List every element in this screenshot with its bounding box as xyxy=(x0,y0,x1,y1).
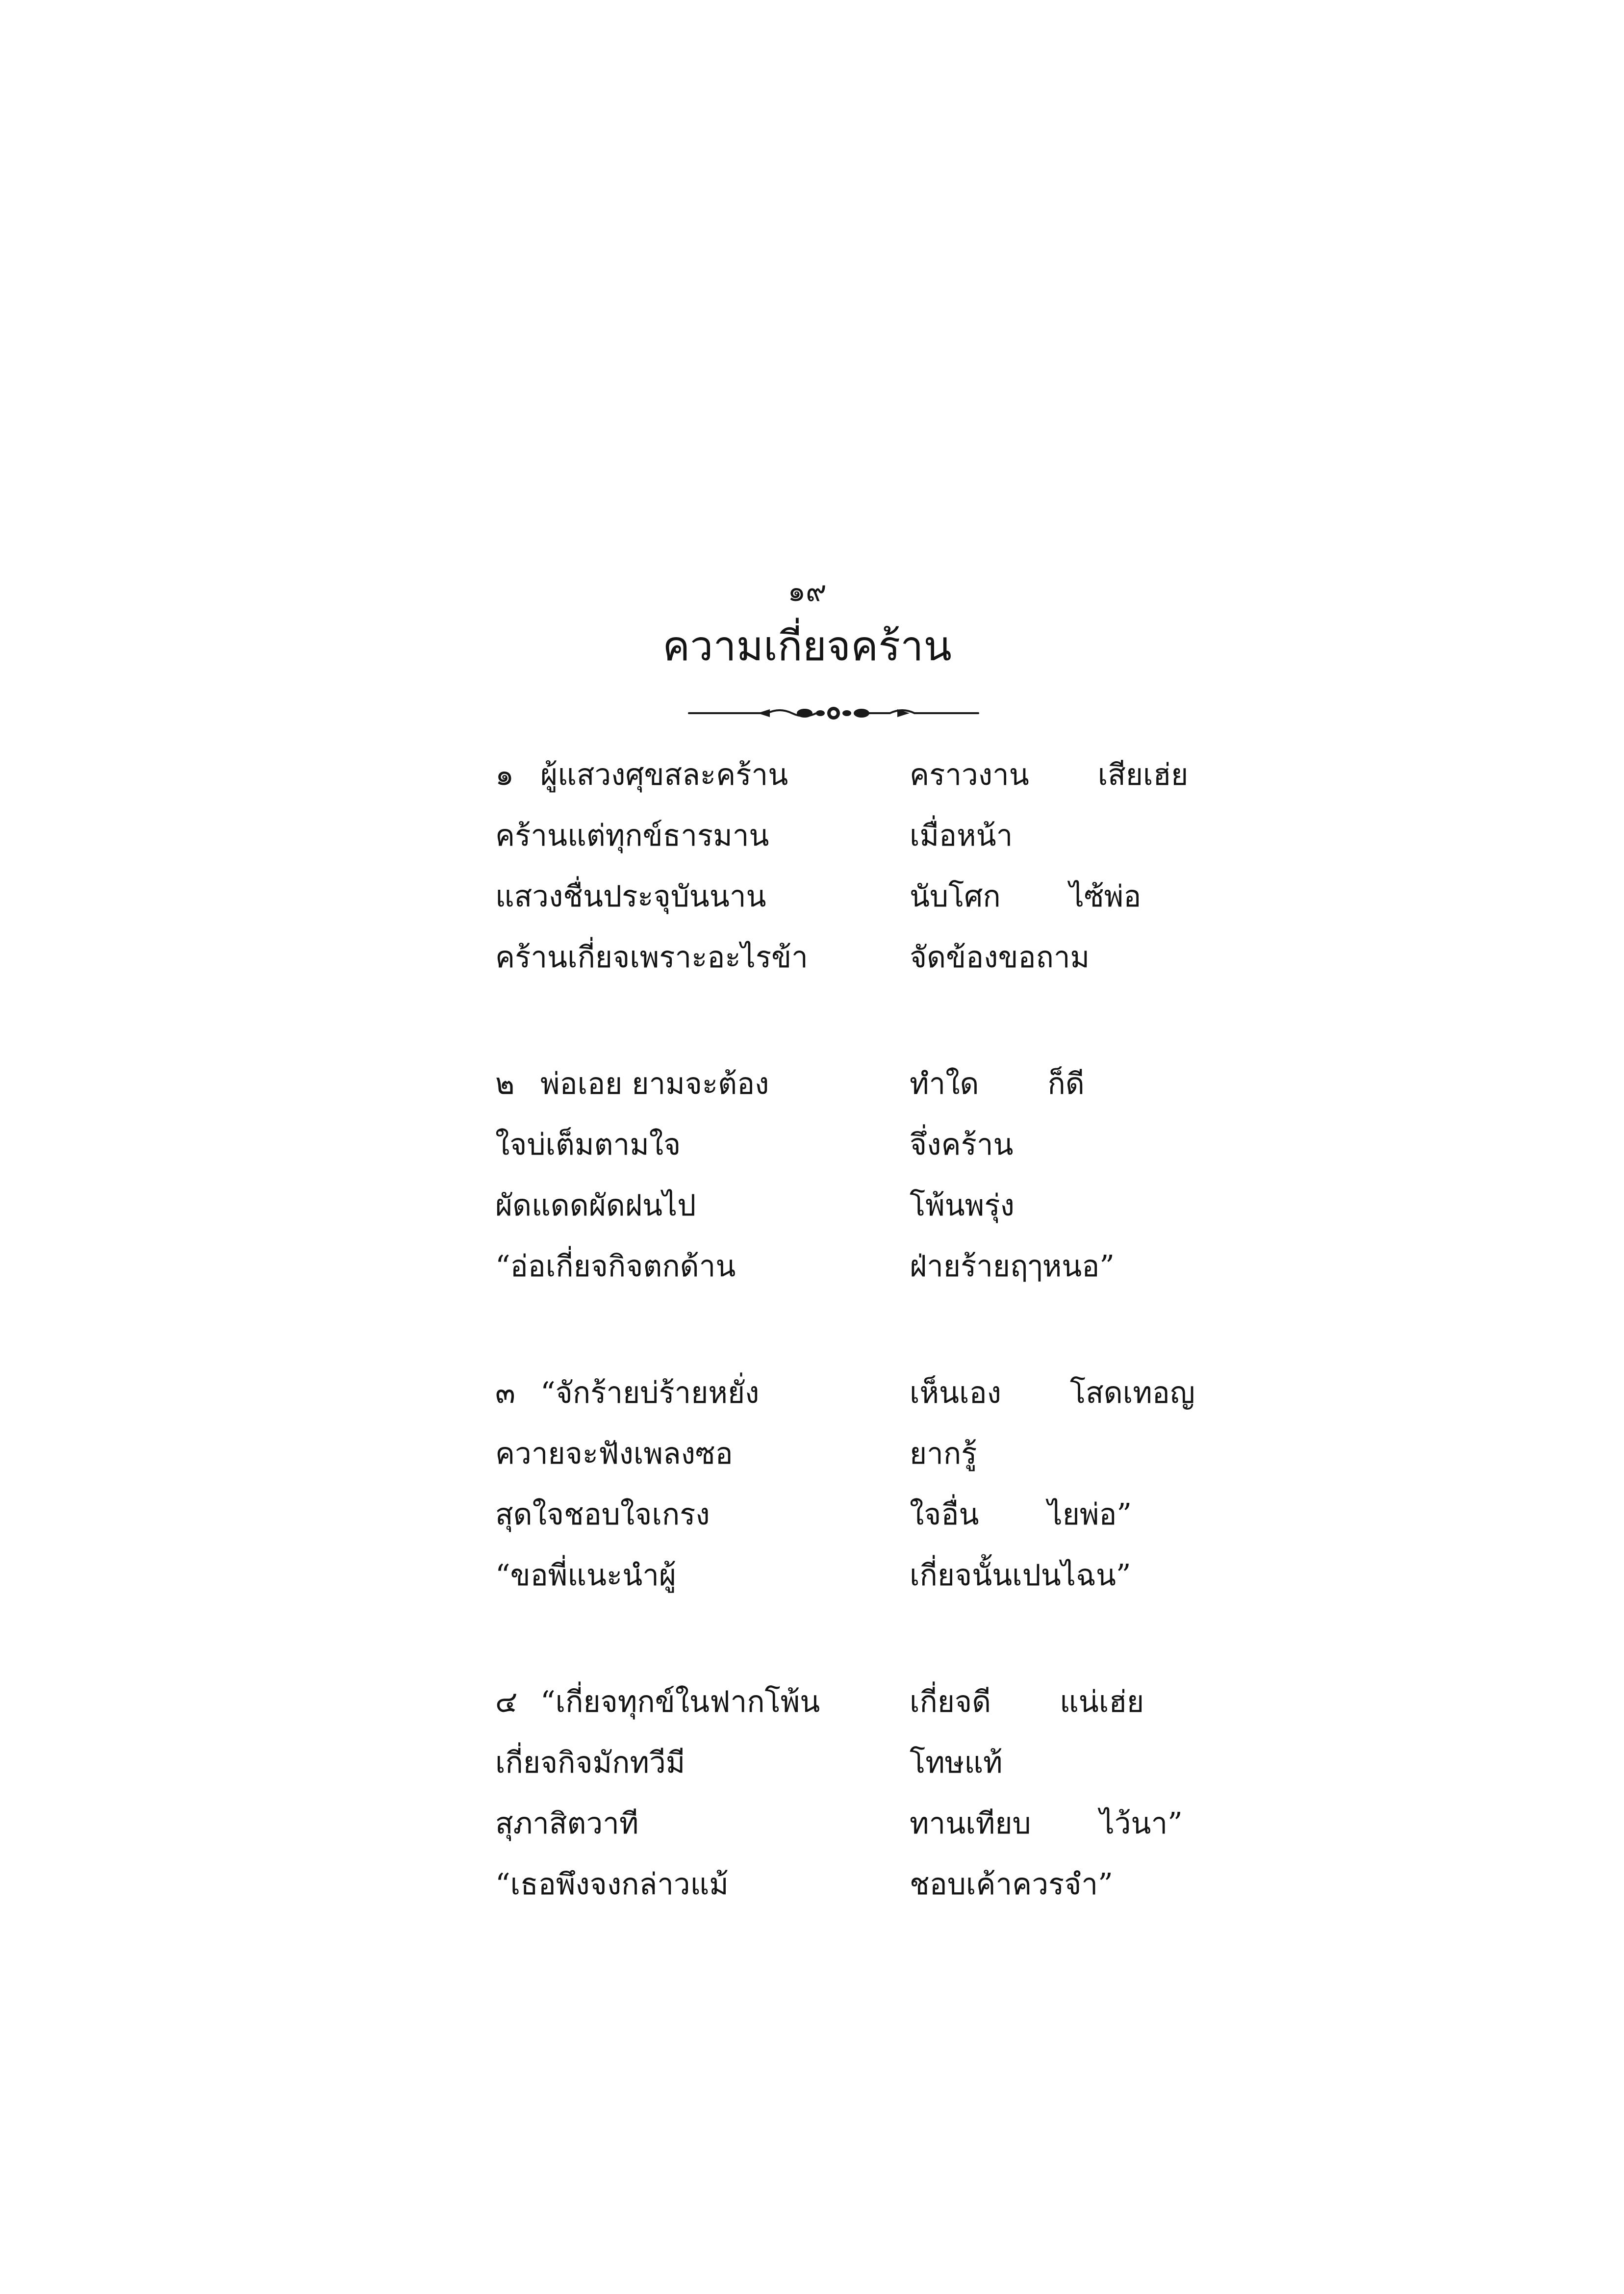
verse-right: ใจอื่น ไยพ่อ” xyxy=(910,1497,1132,1532)
verse-line xyxy=(0,1672,1624,1732)
verse-line xyxy=(0,1484,1624,1545)
verse-line xyxy=(0,866,1624,927)
verse-right: จัดข้องขอถาม xyxy=(910,940,1090,975)
verse-left: ๓ “จักร้ายบ่ร้ายหยั่ง xyxy=(495,1363,759,1423)
verse-right: เมื่อหน้า xyxy=(910,819,1013,853)
verse-line xyxy=(0,1054,1624,1114)
verse-left: คร้านแต่ทุกข์ธารมาน xyxy=(495,819,769,853)
verse-right: โพ้นพรุ่ง xyxy=(910,1188,1015,1223)
verse-right: ฝ่ายร้ายฤๅหนอ” xyxy=(910,1249,1115,1284)
verse-right: เกี่ยจนั้นเปนไฉน” xyxy=(910,1558,1131,1593)
verse-left: คร้านเกี่ยจเพราะอะไรข้า xyxy=(495,940,808,975)
verse-left: ควายจะฟังเพลงซอ xyxy=(495,1437,733,1471)
verse-left: ๒ พ่อเอย ยามจะต้อง xyxy=(495,1054,769,1114)
verse-right: คราวงาน เสียเฮ่ย xyxy=(910,758,1189,792)
verse-left: “เธอพึงจงกล่าวแม้ xyxy=(495,1867,729,1902)
verse-right: จึ่งคร้าน xyxy=(910,1128,1014,1162)
verse-left: แสวงชื่นประจุบันนาน xyxy=(495,879,766,914)
stanza xyxy=(0,1054,1624,1297)
verse-right: เกี่ยจดี แน่เฮ่ย xyxy=(910,1685,1144,1719)
verse-right: ยากรู้ xyxy=(910,1437,977,1471)
verse-left: ใจบ่เต็มตามใจ xyxy=(495,1128,681,1162)
verse-line xyxy=(0,1545,1624,1606)
verse-left: “อ่อเกี่ยจกิจตกด้าน xyxy=(495,1249,736,1284)
verse-left: สุภาสิตวาที xyxy=(495,1806,639,1841)
ornament-divider xyxy=(684,696,983,730)
stanza xyxy=(0,1363,1624,1606)
stanza xyxy=(0,745,1624,988)
verse-left: “ขอพี่แนะนำผู้ xyxy=(495,1558,677,1593)
verse-line xyxy=(0,1732,1624,1793)
verse-left: ผัดแดดผัดฝนไป xyxy=(495,1188,696,1223)
verse-line xyxy=(0,805,1624,866)
stanza-number: ๔ xyxy=(495,1685,518,1719)
verse-left: ๔ “เกี่ยจทุกข์ในฟากโพ้น xyxy=(495,1672,820,1732)
verse-right: โทษแท้ xyxy=(910,1746,1003,1780)
verse-right: ทำใด ก็ดี xyxy=(910,1067,1085,1101)
verse-line xyxy=(0,1114,1624,1175)
verse-left: เกี่ยจกิจมักทวีมี xyxy=(495,1746,685,1780)
page-title: ความเกี่ยจคร้าน xyxy=(662,622,952,670)
verse-line xyxy=(0,745,1624,805)
verse-left: ๑ ผู้แสวงศุขสละคร้าน xyxy=(495,745,788,805)
stanza xyxy=(0,1672,1624,1915)
verse-right: เห็นเอง โสดเทอญ xyxy=(910,1376,1195,1410)
verse-right: นับโศก ไซ้พ่อ xyxy=(910,879,1142,914)
page-number: ๑๙ xyxy=(787,574,827,608)
verse-line xyxy=(0,1423,1624,1484)
verse-right: ชอบเค้าควรจำ” xyxy=(910,1867,1113,1902)
verse-right: ทานเทียบ ไว้นา” xyxy=(910,1806,1183,1841)
verse-line xyxy=(0,1854,1624,1915)
verse-line xyxy=(0,927,1624,988)
stanza-number: ๑ xyxy=(495,758,514,792)
verse-line xyxy=(0,1363,1624,1423)
verse-line xyxy=(0,1793,1624,1854)
verse-left: สุดใจชอบใจเกรง xyxy=(495,1497,710,1532)
stanza-number: ๓ xyxy=(495,1376,516,1410)
stanza-number: ๒ xyxy=(495,1067,515,1101)
verse-line xyxy=(0,1236,1624,1297)
verse-line xyxy=(0,1175,1624,1236)
